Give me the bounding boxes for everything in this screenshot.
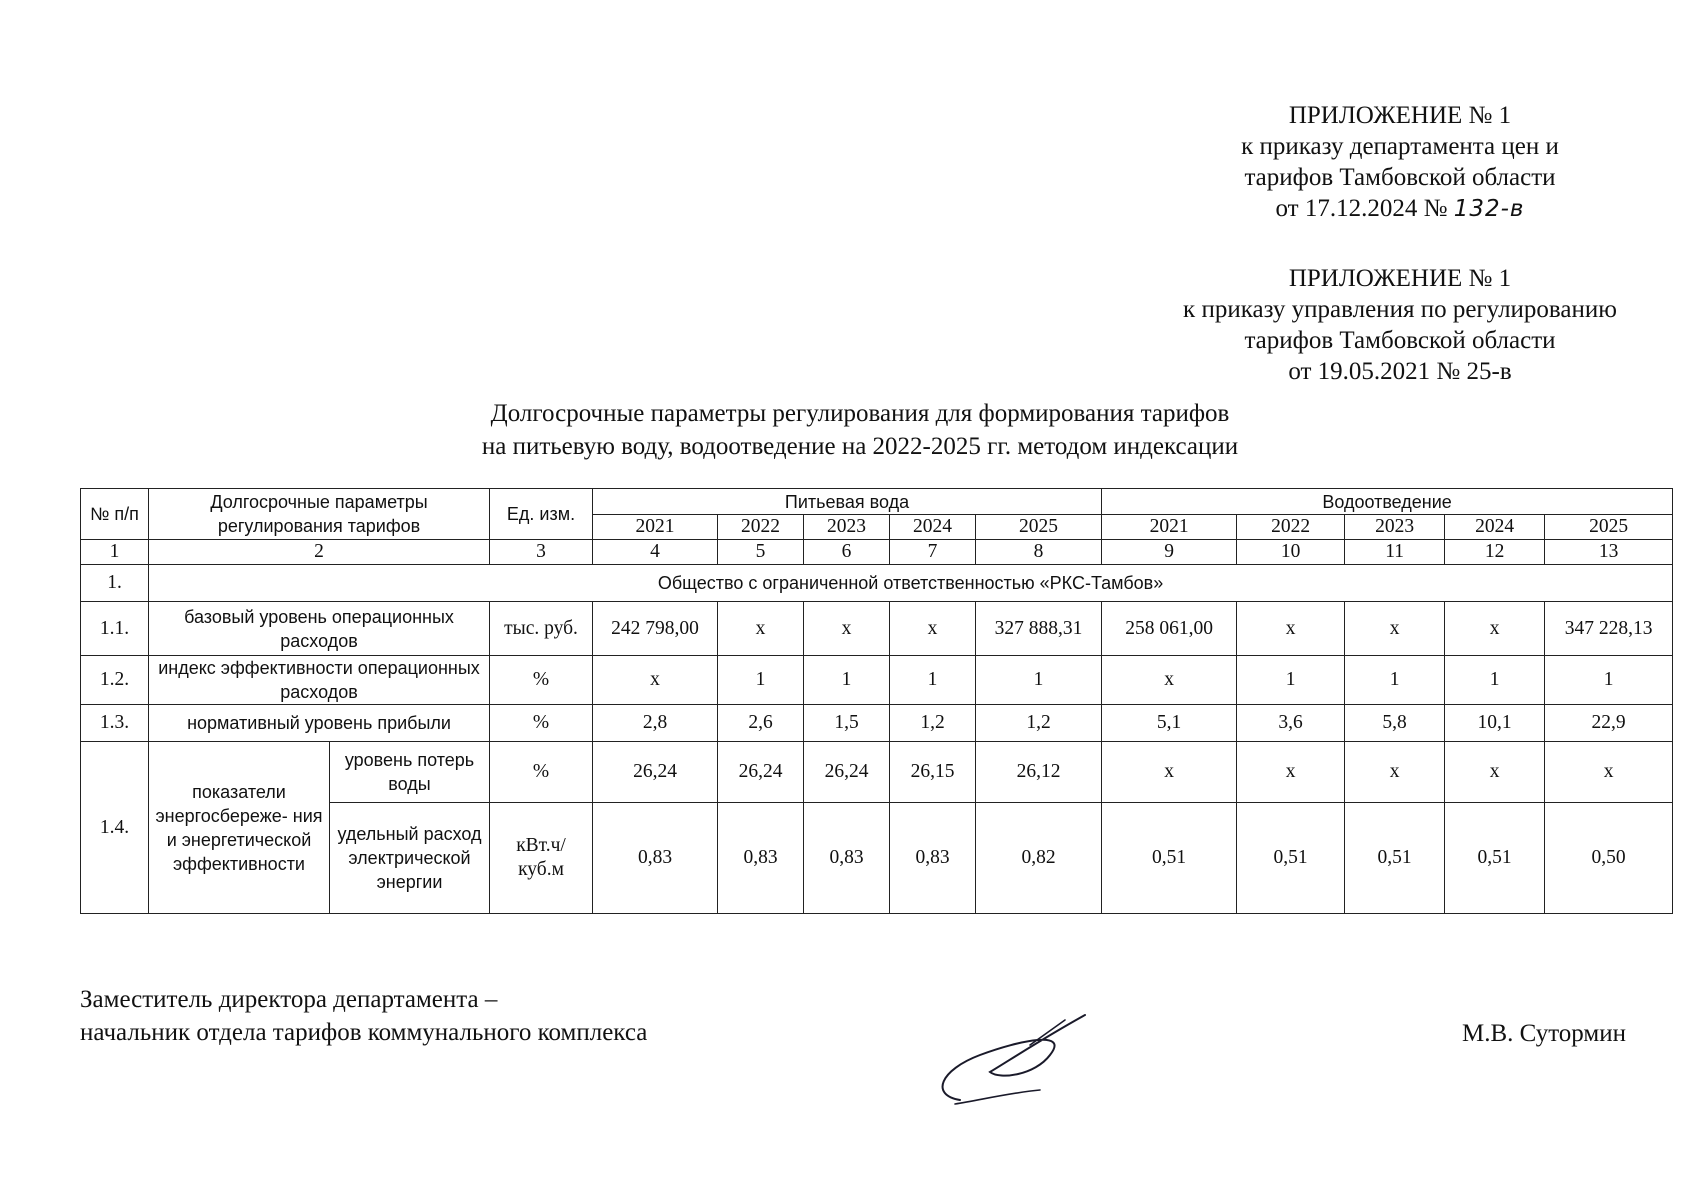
row-unit: % <box>490 656 593 705</box>
col-number: 7 <box>890 540 976 565</box>
table-cell: 1 <box>976 656 1102 705</box>
table-cell: х <box>1445 742 1545 803</box>
table-cell: 26,24 <box>593 742 718 803</box>
table-cell: х <box>1345 602 1445 656</box>
table-cell: х <box>593 656 718 705</box>
table-cell: 1 <box>1445 656 1545 705</box>
table-cell: 1,5 <box>804 705 890 742</box>
table-cell: 258 061,00 <box>1102 602 1237 656</box>
appendix-1-date <box>1180 193 1620 225</box>
row-num: 1.4. <box>81 742 149 914</box>
row-param: нормативный уровень прибыли <box>149 705 490 742</box>
header-water-group: Питьевая вода <box>593 489 1102 515</box>
organization-name: Общество с ограниченной ответственностью «РКС-Тамбов» <box>149 565 1673 602</box>
table-cell: 0,51 <box>1237 803 1345 914</box>
col-number: 11 <box>1345 540 1445 565</box>
table-cell: 3,6 <box>1237 705 1345 742</box>
header-water-year: 2021 <box>593 515 718 540</box>
table-cell: 2,6 <box>718 705 804 742</box>
signatory-name: М.В. Сутормин <box>1462 1020 1627 1047</box>
appendix-2-line1: к приказу управления по регулированию <box>1183 296 1617 323</box>
appendix-2-title: ПРИЛОЖЕНИЕ № 1 <box>1288 265 1512 292</box>
row-param: базовый уровень операционных расходов <box>149 602 490 656</box>
table-cell: х <box>804 602 890 656</box>
col-number: 9 <box>1102 540 1237 565</box>
table-cell: 0,51 <box>1445 803 1545 914</box>
table-cell: 0,83 <box>804 803 890 914</box>
signatory-position <box>80 983 647 1049</box>
table-cell: 10,1 <box>1445 705 1545 742</box>
header-sewer-year: 2021 <box>1102 515 1237 540</box>
appendix-1-title: ПРИЛОЖЕНИЕ № 1 <box>1288 102 1512 129</box>
header-params: Долгосрочные параметры регулирования тарифов <box>149 489 490 540</box>
table-cell: х <box>1345 742 1445 803</box>
table-cell: х <box>1102 742 1237 803</box>
row-param: удельный расход электрической энергии <box>330 803 490 914</box>
table-cell: 0,83 <box>593 803 718 914</box>
energy-group-label: показатели энергосбереже- ния и энергетической эффективности <box>149 742 330 914</box>
table-cell: 5,8 <box>1345 705 1445 742</box>
col-number: 5 <box>718 540 804 565</box>
table-cell: 0,51 <box>1345 803 1445 914</box>
col-number: 2 <box>149 540 490 565</box>
table-cell: 1 <box>1345 656 1445 705</box>
table-cell: х <box>1102 656 1237 705</box>
col-number: 12 <box>1445 540 1545 565</box>
table-cell: 26,24 <box>804 742 890 803</box>
document-title <box>360 397 1360 463</box>
table-cell: 1 <box>804 656 890 705</box>
header-sewer-year: 2023 <box>1345 515 1445 540</box>
row-param: индекс эффективности операционных расходов <box>149 656 490 705</box>
table-cell: х <box>1237 742 1345 803</box>
handwritten-signature-image <box>920 1000 1120 1110</box>
table-cell: 1,2 <box>890 705 976 742</box>
header-unit: Ед. изм. <box>490 489 593 540</box>
row-unit: тыс. руб. <box>490 602 593 656</box>
table-cell: 2,8 <box>593 705 718 742</box>
table-cell: 0,83 <box>718 803 804 914</box>
header-sewer-year: 2024 <box>1445 515 1545 540</box>
table-cell: х <box>890 602 976 656</box>
table-cell: 26,15 <box>890 742 976 803</box>
table-cell: 0,83 <box>890 803 976 914</box>
header-sewer-year: 2025 <box>1545 515 1673 540</box>
col-number: 1 <box>81 540 149 565</box>
table-cell: 22,9 <box>1545 705 1673 742</box>
header-water-year: 2024 <box>890 515 976 540</box>
table-cell: 1 <box>718 656 804 705</box>
col-number: 4 <box>593 540 718 565</box>
organization-num: 1. <box>81 565 149 602</box>
document-title-line2: на питьевую воду, водоотведение на 2022-2025 гг. методом индексации <box>481 433 1239 460</box>
row-unit: % <box>490 742 593 803</box>
row-num: 1.1. <box>81 602 149 656</box>
table-cell: 1 <box>1545 656 1673 705</box>
row-num: 1.3. <box>81 705 149 742</box>
table-cell: х <box>718 602 804 656</box>
appendix-2-line2: тарифов Тамбовской области <box>1244 327 1556 354</box>
appendix-2-header <box>1120 263 1680 387</box>
table-cell: 0,51 <box>1102 803 1237 914</box>
header-num: № п/п <box>81 489 149 540</box>
row-param: уровень потерь воды <box>330 742 490 803</box>
table-cell: 1 <box>1237 656 1345 705</box>
signatory-position-line2: начальник отдела тарифов коммунального комплекса <box>80 1019 648 1046</box>
table-cell: 1,2 <box>976 705 1102 742</box>
table-cell: 347 228,13 <box>1545 602 1673 656</box>
col-number: 13 <box>1545 540 1673 565</box>
parameters-table <box>80 488 1673 914</box>
document-title-line1: Долгосрочные параметры регулирования для формирования тарифов <box>490 400 1230 427</box>
header-water-year: 2023 <box>804 515 890 540</box>
row-num: 1.2. <box>81 656 149 705</box>
table-cell: 0,82 <box>976 803 1102 914</box>
appendix-1-header <box>1180 100 1620 225</box>
header-sewer-year: 2022 <box>1237 515 1345 540</box>
header-sewer-group: Водоотведение <box>1102 489 1673 515</box>
signatory-position-line1: Заместитель директора департамента – <box>80 986 498 1013</box>
table-cell: 1 <box>890 656 976 705</box>
row-unit: кВт.ч/ куб.м <box>490 803 593 914</box>
header-water-year: 2022 <box>718 515 804 540</box>
table-cell: 242 798,00 <box>593 602 718 656</box>
appendix-2-line3: от 19.05.2021 № 25-в <box>1288 358 1512 385</box>
table-cell: 0,50 <box>1545 803 1673 914</box>
col-number: 8 <box>976 540 1102 565</box>
col-number: 10 <box>1237 540 1345 565</box>
table-cell: 327 888,31 <box>976 602 1102 656</box>
col-number: 3 <box>490 540 593 565</box>
appendix-1-line1: к приказу департамента цен и <box>1241 133 1559 160</box>
table-cell: 5,1 <box>1102 705 1237 742</box>
table-cell: х <box>1445 602 1545 656</box>
table-cell: х <box>1237 602 1345 656</box>
table-cell: х <box>1545 742 1673 803</box>
col-number: 6 <box>804 540 890 565</box>
header-water-year: 2025 <box>976 515 1102 540</box>
appendix-1-handwritten-number: 132-в <box>1453 196 1525 222</box>
appendix-1-line2: тарифов Тамбовской области <box>1244 164 1556 191</box>
table-cell: 26,24 <box>718 742 804 803</box>
row-unit: % <box>490 705 593 742</box>
appendix-1-date-prefix: от 17.12.2024 № <box>1275 195 1448 222</box>
table-cell: 26,12 <box>976 742 1102 803</box>
